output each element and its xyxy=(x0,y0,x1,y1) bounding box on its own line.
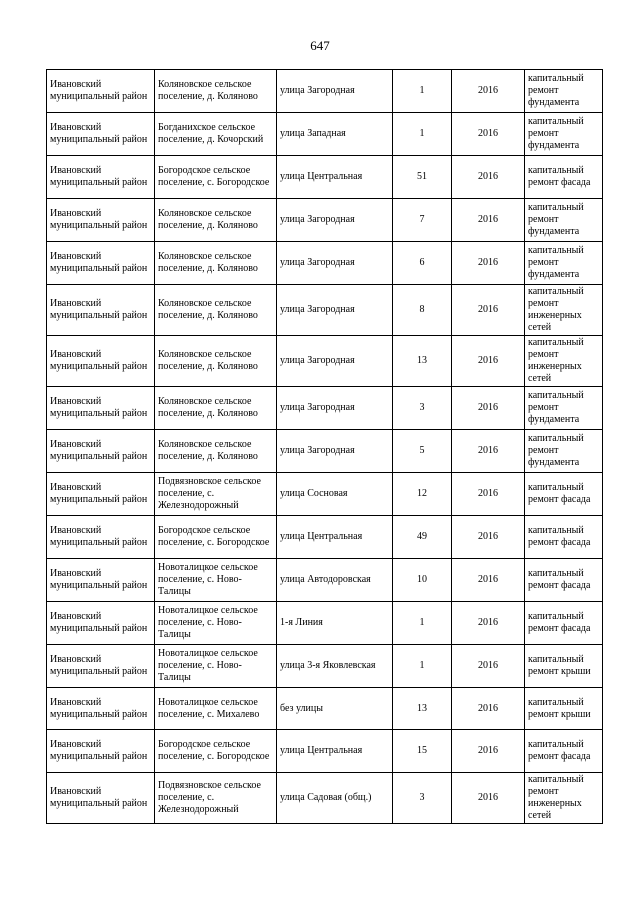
table-row xyxy=(47,242,603,285)
settlement-cell: Богородское сельское поселение, с. Богородское xyxy=(155,156,277,199)
house-number-cell: 51 xyxy=(393,156,452,199)
settlement-cell: Богородское сельское поселение, с. Богородское xyxy=(155,730,277,773)
work-type-cell: капитальный ремонт фундамента xyxy=(525,70,603,113)
district-cell: Ивановский муниципальный район xyxy=(47,645,155,688)
settlement-cell: Подвязновское сельское поселение, с. Железнодорожный xyxy=(155,473,277,516)
table-row xyxy=(47,602,603,645)
house-number-cell: 6 xyxy=(393,242,452,285)
district-cell: Ивановский муниципальный район xyxy=(47,242,155,285)
year-cell: 2016 xyxy=(452,559,525,602)
work-type-cell: капитальный ремонт фасада xyxy=(525,559,603,602)
work-type-cell: капитальный ремонт фасада xyxy=(525,156,603,199)
street-cell: улица Загородная xyxy=(277,70,393,113)
work-type-cell: капитальный ремонт фасада xyxy=(525,730,603,773)
year-cell: 2016 xyxy=(452,773,525,824)
house-number-cell: 3 xyxy=(393,773,452,824)
work-type-cell: капитальный ремонт фундамента xyxy=(525,199,603,242)
street-cell: 1-я Линия xyxy=(277,602,393,645)
settlement-cell: Коляновское сельское поселение, д. Коляново xyxy=(155,387,277,430)
house-number-cell: 1 xyxy=(393,602,452,645)
work-type-cell: капитальный ремонт инженерных сетей xyxy=(525,336,603,387)
table-row xyxy=(47,387,603,430)
year-cell: 2016 xyxy=(452,387,525,430)
work-type-cell: капитальный ремонт фасада xyxy=(525,516,603,559)
year-cell: 2016 xyxy=(452,473,525,516)
work-type-cell: капитальный ремонт фундамента xyxy=(525,387,603,430)
district-cell: Ивановский муниципальный район xyxy=(47,473,155,516)
year-cell: 2016 xyxy=(452,156,525,199)
district-cell: Ивановский муниципальный район xyxy=(47,199,155,242)
table-row xyxy=(47,336,603,387)
district-cell: Ивановский муниципальный район xyxy=(47,336,155,387)
house-number-cell: 5 xyxy=(393,430,452,473)
street-cell: улица Западная xyxy=(277,113,393,156)
district-cell: Ивановский муниципальный район xyxy=(47,113,155,156)
work-type-cell: капитальный ремонт фундамента xyxy=(525,113,603,156)
house-number-cell: 3 xyxy=(393,387,452,430)
table-row xyxy=(47,773,603,824)
work-type-cell: капитальный ремонт фундамента xyxy=(525,430,603,473)
settlement-cell: Коляновское сельское поселение, д. Коляново xyxy=(155,336,277,387)
settlement-cell: Коляновское сельское поселение, д. Коляново xyxy=(155,430,277,473)
district-cell: Ивановский муниципальный район xyxy=(47,516,155,559)
street-cell: улица Загородная xyxy=(277,242,393,285)
street-cell: улица Сосновая xyxy=(277,473,393,516)
street-cell: улица Центральная xyxy=(277,516,393,559)
street-cell: без улицы xyxy=(277,688,393,730)
year-cell: 2016 xyxy=(452,645,525,688)
table-row xyxy=(47,645,603,688)
district-cell: Ивановский муниципальный район xyxy=(47,430,155,473)
settlement-cell: Коляновское сельское поселение, д. Коляново xyxy=(155,199,277,242)
year-cell: 2016 xyxy=(452,70,525,113)
year-cell: 2016 xyxy=(452,516,525,559)
table-row xyxy=(47,730,603,773)
house-number-cell: 1 xyxy=(393,113,452,156)
street-cell: улица Загородная xyxy=(277,285,393,336)
house-number-cell: 7 xyxy=(393,199,452,242)
street-cell: улица Центральная xyxy=(277,730,393,773)
work-type-cell: капитальный ремонт инженерных сетей xyxy=(525,773,603,824)
work-type-cell: капитальный ремонт фасада xyxy=(525,602,603,645)
year-cell: 2016 xyxy=(452,113,525,156)
house-number-cell: 13 xyxy=(393,688,452,730)
house-number-cell: 1 xyxy=(393,645,452,688)
year-cell: 2016 xyxy=(452,430,525,473)
district-cell: Ивановский муниципальный район xyxy=(47,688,155,730)
settlement-cell: Коляновское сельское поселение, д. Коляново xyxy=(155,242,277,285)
year-cell: 2016 xyxy=(452,242,525,285)
year-cell: 2016 xyxy=(452,730,525,773)
register-table-body xyxy=(47,70,603,824)
district-cell: Ивановский муниципальный район xyxy=(47,773,155,824)
table-row xyxy=(47,156,603,199)
district-cell: Ивановский муниципальный район xyxy=(47,387,155,430)
table-row xyxy=(47,559,603,602)
table-row xyxy=(47,473,603,516)
work-type-cell: капитальный ремонт фасада xyxy=(525,473,603,516)
district-cell: Ивановский муниципальный район xyxy=(47,156,155,199)
house-number-cell: 12 xyxy=(393,473,452,516)
page-number: 647 xyxy=(310,38,330,53)
house-number-cell: 1 xyxy=(393,70,452,113)
table-row xyxy=(47,688,603,730)
settlement-cell: Коляновское сельское поселение, д. Коляново xyxy=(155,285,277,336)
district-cell: Ивановский муниципальный район xyxy=(47,70,155,113)
year-cell: 2016 xyxy=(452,688,525,730)
year-cell: 2016 xyxy=(452,336,525,387)
street-cell: улица Садовая (общ.) xyxy=(277,773,393,824)
work-type-cell: капитальный ремонт фундамента xyxy=(525,242,603,285)
district-cell: Ивановский муниципальный район xyxy=(47,730,155,773)
settlement-cell: Новоталицкое сельское поселение, с. Ново-Талицы xyxy=(155,559,277,602)
street-cell: улица Загородная xyxy=(277,430,393,473)
district-cell: Ивановский муниципальный район xyxy=(47,602,155,645)
settlement-cell: Новоталицкое сельское поселение, с. Михалево xyxy=(155,688,277,730)
street-cell: улица Загородная xyxy=(277,199,393,242)
district-cell: Ивановский муниципальный район xyxy=(47,559,155,602)
house-number-cell: 15 xyxy=(393,730,452,773)
settlement-cell: Богородское сельское поселение, с. Богородское xyxy=(155,516,277,559)
street-cell: улица 3-я Яковлевская xyxy=(277,645,393,688)
house-number-cell: 10 xyxy=(393,559,452,602)
settlement-cell: Коляновское сельское поселение, д. Коляново xyxy=(155,70,277,113)
table-row xyxy=(47,70,603,113)
settlement-cell: Новоталицкое сельское поселение, с. Ново-Талицы xyxy=(155,645,277,688)
district-cell: Ивановский муниципальный район xyxy=(47,285,155,336)
year-cell: 2016 xyxy=(452,285,525,336)
settlement-cell: Новоталицкое сельское поселение, с. Ново-Талицы xyxy=(155,602,277,645)
street-cell: улица Загородная xyxy=(277,336,393,387)
register-table xyxy=(46,69,603,824)
table-row xyxy=(47,285,603,336)
table-row xyxy=(47,430,603,473)
street-cell: улица Центральная xyxy=(277,156,393,199)
table-row xyxy=(47,199,603,242)
table-row xyxy=(47,113,603,156)
house-number-cell: 13 xyxy=(393,336,452,387)
table-row xyxy=(47,516,603,559)
settlement-cell: Богданихское сельское поселение, д. Кочорский xyxy=(155,113,277,156)
work-type-cell: капитальный ремонт инженерных сетей xyxy=(525,285,603,336)
year-cell: 2016 xyxy=(452,602,525,645)
work-type-cell: капитальный ремонт крыши xyxy=(525,688,603,730)
work-type-cell: капитальный ремонт крыши xyxy=(525,645,603,688)
house-number-cell: 49 xyxy=(393,516,452,559)
house-number-cell: 8 xyxy=(393,285,452,336)
year-cell: 2016 xyxy=(452,199,525,242)
street-cell: улица Автодоровская xyxy=(277,559,393,602)
street-cell: улица Загородная xyxy=(277,387,393,430)
settlement-cell: Подвязновское сельское поселение, с. Железнодорожный xyxy=(155,773,277,824)
